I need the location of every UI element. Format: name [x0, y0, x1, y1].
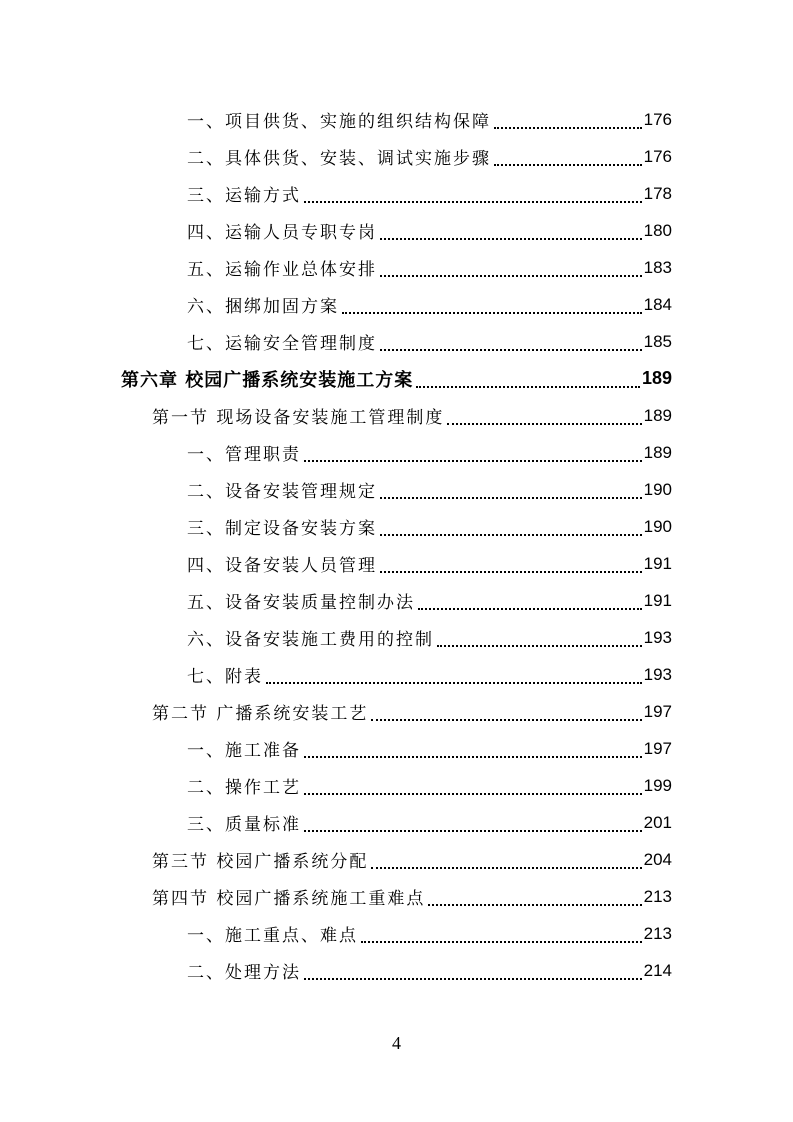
toc-entry-page: 204: [643, 849, 672, 869]
dot-leader: [361, 941, 642, 943]
toc-entry-page: 199: [643, 775, 672, 795]
toc-entry-title: 第六章 校园广播系统安装施工方案: [121, 369, 414, 391]
toc-entry-page: 197: [643, 738, 672, 758]
dot-leader: [380, 534, 642, 536]
toc-entry[interactable]: [187, 619, 672, 656]
dot-leader: [418, 608, 642, 610]
toc-entry[interactable]: [187, 545, 672, 582]
dot-leader: [494, 164, 642, 166]
toc-entry[interactable]: [187, 804, 672, 841]
toc-entry-page: 189: [641, 368, 672, 388]
dot-leader: [304, 830, 642, 832]
toc-entry-title: 二、具体供货、安装、调试实施步骤: [187, 149, 491, 169]
dot-leader: [304, 201, 642, 203]
dot-leader: [266, 682, 642, 684]
toc-section-entry[interactable]: [152, 841, 672, 878]
toc-entry-title: 七、附表: [187, 667, 263, 687]
toc-entry-title: 三、运输方式: [187, 186, 301, 206]
toc-entry-title: 三、制定设备安装方案: [187, 519, 377, 539]
toc-entry-page: 201: [643, 812, 672, 832]
toc-entry-title: 六、设备安装施工费用的控制: [187, 630, 434, 650]
toc-entry-title: 三、质量标准: [187, 815, 301, 835]
dot-leader: [416, 386, 640, 388]
dot-leader: [380, 238, 642, 240]
toc-entry[interactable]: [187, 730, 672, 767]
toc-entry-page: 197: [643, 701, 672, 721]
dot-leader: [371, 867, 641, 869]
toc-entry-title: 一、项目供货、实施的组织结构保障: [187, 112, 491, 132]
toc-entry[interactable]: [187, 767, 672, 804]
toc-entry-title: 四、设备安装人员管理: [187, 556, 377, 576]
dot-leader: [380, 571, 642, 573]
dot-leader: [447, 423, 641, 425]
dot-leader: [371, 719, 641, 721]
toc-entry-title: 二、设备安装管理规定: [187, 482, 377, 502]
dot-leader: [494, 127, 642, 129]
toc-entry-title: 一、施工准备: [187, 741, 301, 761]
toc-entry-page: 193: [643, 627, 672, 647]
toc-entry[interactable]: [187, 175, 672, 212]
toc-entry[interactable]: [187, 508, 672, 545]
toc-entry-page: 191: [643, 590, 672, 610]
toc-entry-page: 176: [643, 109, 672, 129]
toc-entry-title: 五、运输作业总体安排: [187, 260, 377, 280]
toc-entry[interactable]: [187, 138, 672, 175]
toc-entry-title: 二、操作工艺: [187, 778, 301, 798]
toc-entry-title: 第一节 现场设备安装施工管理制度: [152, 408, 445, 428]
dot-leader: [304, 793, 642, 795]
toc-entry-title: 第二节 广播系统安装工艺: [152, 704, 369, 724]
toc-section-entry[interactable]: [152, 878, 672, 915]
dot-leader: [342, 312, 642, 314]
toc-entry-title: 五、设备安装质量控制办法: [187, 593, 415, 613]
toc-entry-page: 213: [643, 886, 672, 906]
toc-entry-page: 189: [643, 442, 672, 462]
toc-entry-page: 191: [643, 553, 672, 573]
toc-entry-title: 二、处理方法: [187, 963, 301, 983]
toc-entry-page: 214: [643, 960, 672, 980]
toc-entry[interactable]: [187, 434, 672, 471]
toc-entry-title: 一、管理职责: [187, 445, 301, 465]
toc-entry-page: 180: [643, 220, 672, 240]
dot-leader: [304, 756, 642, 758]
toc-entry-title: 第四节 校园广播系统施工重难点: [152, 889, 426, 909]
page-number: 4: [392, 1033, 401, 1053]
toc-entry[interactable]: [187, 286, 672, 323]
toc-entry-page: 178: [643, 183, 672, 203]
toc-entry-title: 第三节 校园广播系统分配: [152, 852, 369, 872]
toc-entry[interactable]: [187, 952, 672, 989]
toc-entry-page: 185: [643, 331, 672, 351]
toc-entry[interactable]: [187, 249, 672, 286]
toc-entry-page: 183: [643, 257, 672, 277]
toc-chapter-entry[interactable]: [121, 360, 672, 397]
toc-entry-title: 七、运输安全管理制度: [187, 334, 377, 354]
dot-leader: [304, 460, 642, 462]
toc-section-entry[interactable]: [152, 693, 672, 730]
toc-entry-title: 六、捆绑加固方案: [187, 297, 339, 317]
toc-entry-page: 190: [643, 479, 672, 499]
dot-leader: [428, 904, 641, 906]
dot-leader: [437, 645, 642, 647]
dot-leader: [380, 349, 642, 351]
dot-leader: [380, 497, 642, 499]
toc-entry[interactable]: [187, 212, 672, 249]
toc-entry[interactable]: [187, 915, 672, 952]
dot-leader: [304, 978, 642, 980]
toc-entry-page: 184: [643, 294, 672, 314]
toc-entry[interactable]: [187, 323, 672, 360]
toc-entry-page: 190: [643, 516, 672, 536]
toc-entry-page: 193: [643, 664, 672, 684]
toc-section-entry[interactable]: [152, 397, 672, 434]
toc-entry[interactable]: [187, 101, 672, 138]
toc-entry-title: 四、运输人员专职专岗: [187, 223, 377, 243]
toc-entry[interactable]: [187, 656, 672, 693]
toc-entry-page: 213: [643, 923, 672, 943]
toc-entry[interactable]: [187, 471, 672, 508]
toc-entry[interactable]: [187, 582, 672, 619]
dot-leader: [380, 275, 642, 277]
toc-entry-page: 189: [643, 405, 672, 425]
toc-entry-title: 一、施工重点、难点: [187, 926, 358, 946]
toc-entry-page: 176: [643, 146, 672, 166]
